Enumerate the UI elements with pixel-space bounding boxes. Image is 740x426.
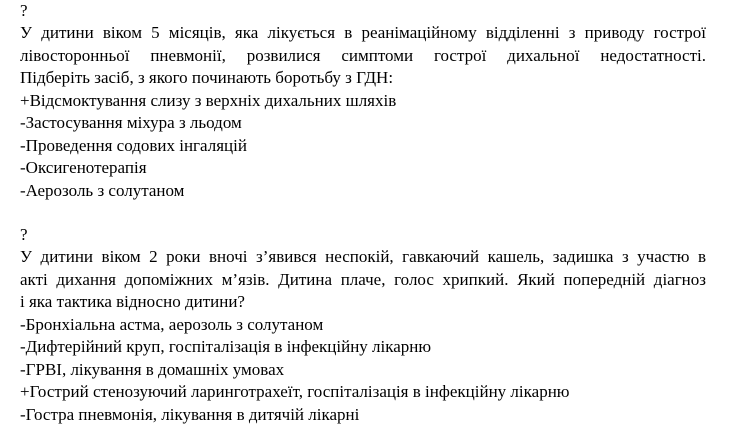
question-stem-line: акті дихання допоміжних м’язів. Дитина плаче, голос хрипкий. Який попередній діагноз	[20, 269, 706, 292]
question-marker: ?	[20, 0, 706, 22]
question-marker: ?	[20, 224, 706, 246]
question-stem-line: У дитини віком 2 роки вночі з’явився неспокій, гавкаючий кашель, задишка з участю в	[20, 246, 706, 269]
question-stem-line: лівосторонньої пневмонії, розвилися симптоми гострої дихальної недостатності.	[20, 45, 706, 68]
answer-option: -Дифтерійний круп, госпіталізація в інфекційну лікарню	[20, 336, 706, 359]
answer-option: -Гостра пневмонія, лікування в дитячій лікарні	[20, 404, 706, 426]
answer-option: -Бронхіальна астма, аерозоль з солутаном	[20, 314, 706, 337]
answer-option-correct: +Гострий стенозуючий ларинготрахеїт, госпіталізація в інфекційну лікарню	[20, 381, 706, 404]
question-2	[20, 224, 706, 426]
answer-option: -Проведення содових інгаляцій	[20, 135, 706, 158]
answer-option: -Застосування міхура з льодом	[20, 112, 706, 135]
answer-option: -ГРВІ, лікування в домашніх умовах	[20, 359, 706, 382]
question-stem-line: і яка тактика відносно дитини?	[20, 291, 706, 314]
document-page	[20, 0, 706, 426]
answer-option-correct: +Відсмоктування слизу з верхніх дихальних шляхів	[20, 90, 706, 113]
question-stem-line: Підберіть засіб, з якого починають боротьбу з ГДН:	[20, 67, 706, 90]
answer-option: -Оксигенотерапія	[20, 157, 706, 180]
question-1	[20, 0, 706, 202]
question-stem-line: У дитини віком 5 місяців, яка лікується в реанімаційному відділенні з приводу гострої	[20, 22, 706, 45]
answer-option: -Аерозоль з солутаном	[20, 180, 706, 203]
